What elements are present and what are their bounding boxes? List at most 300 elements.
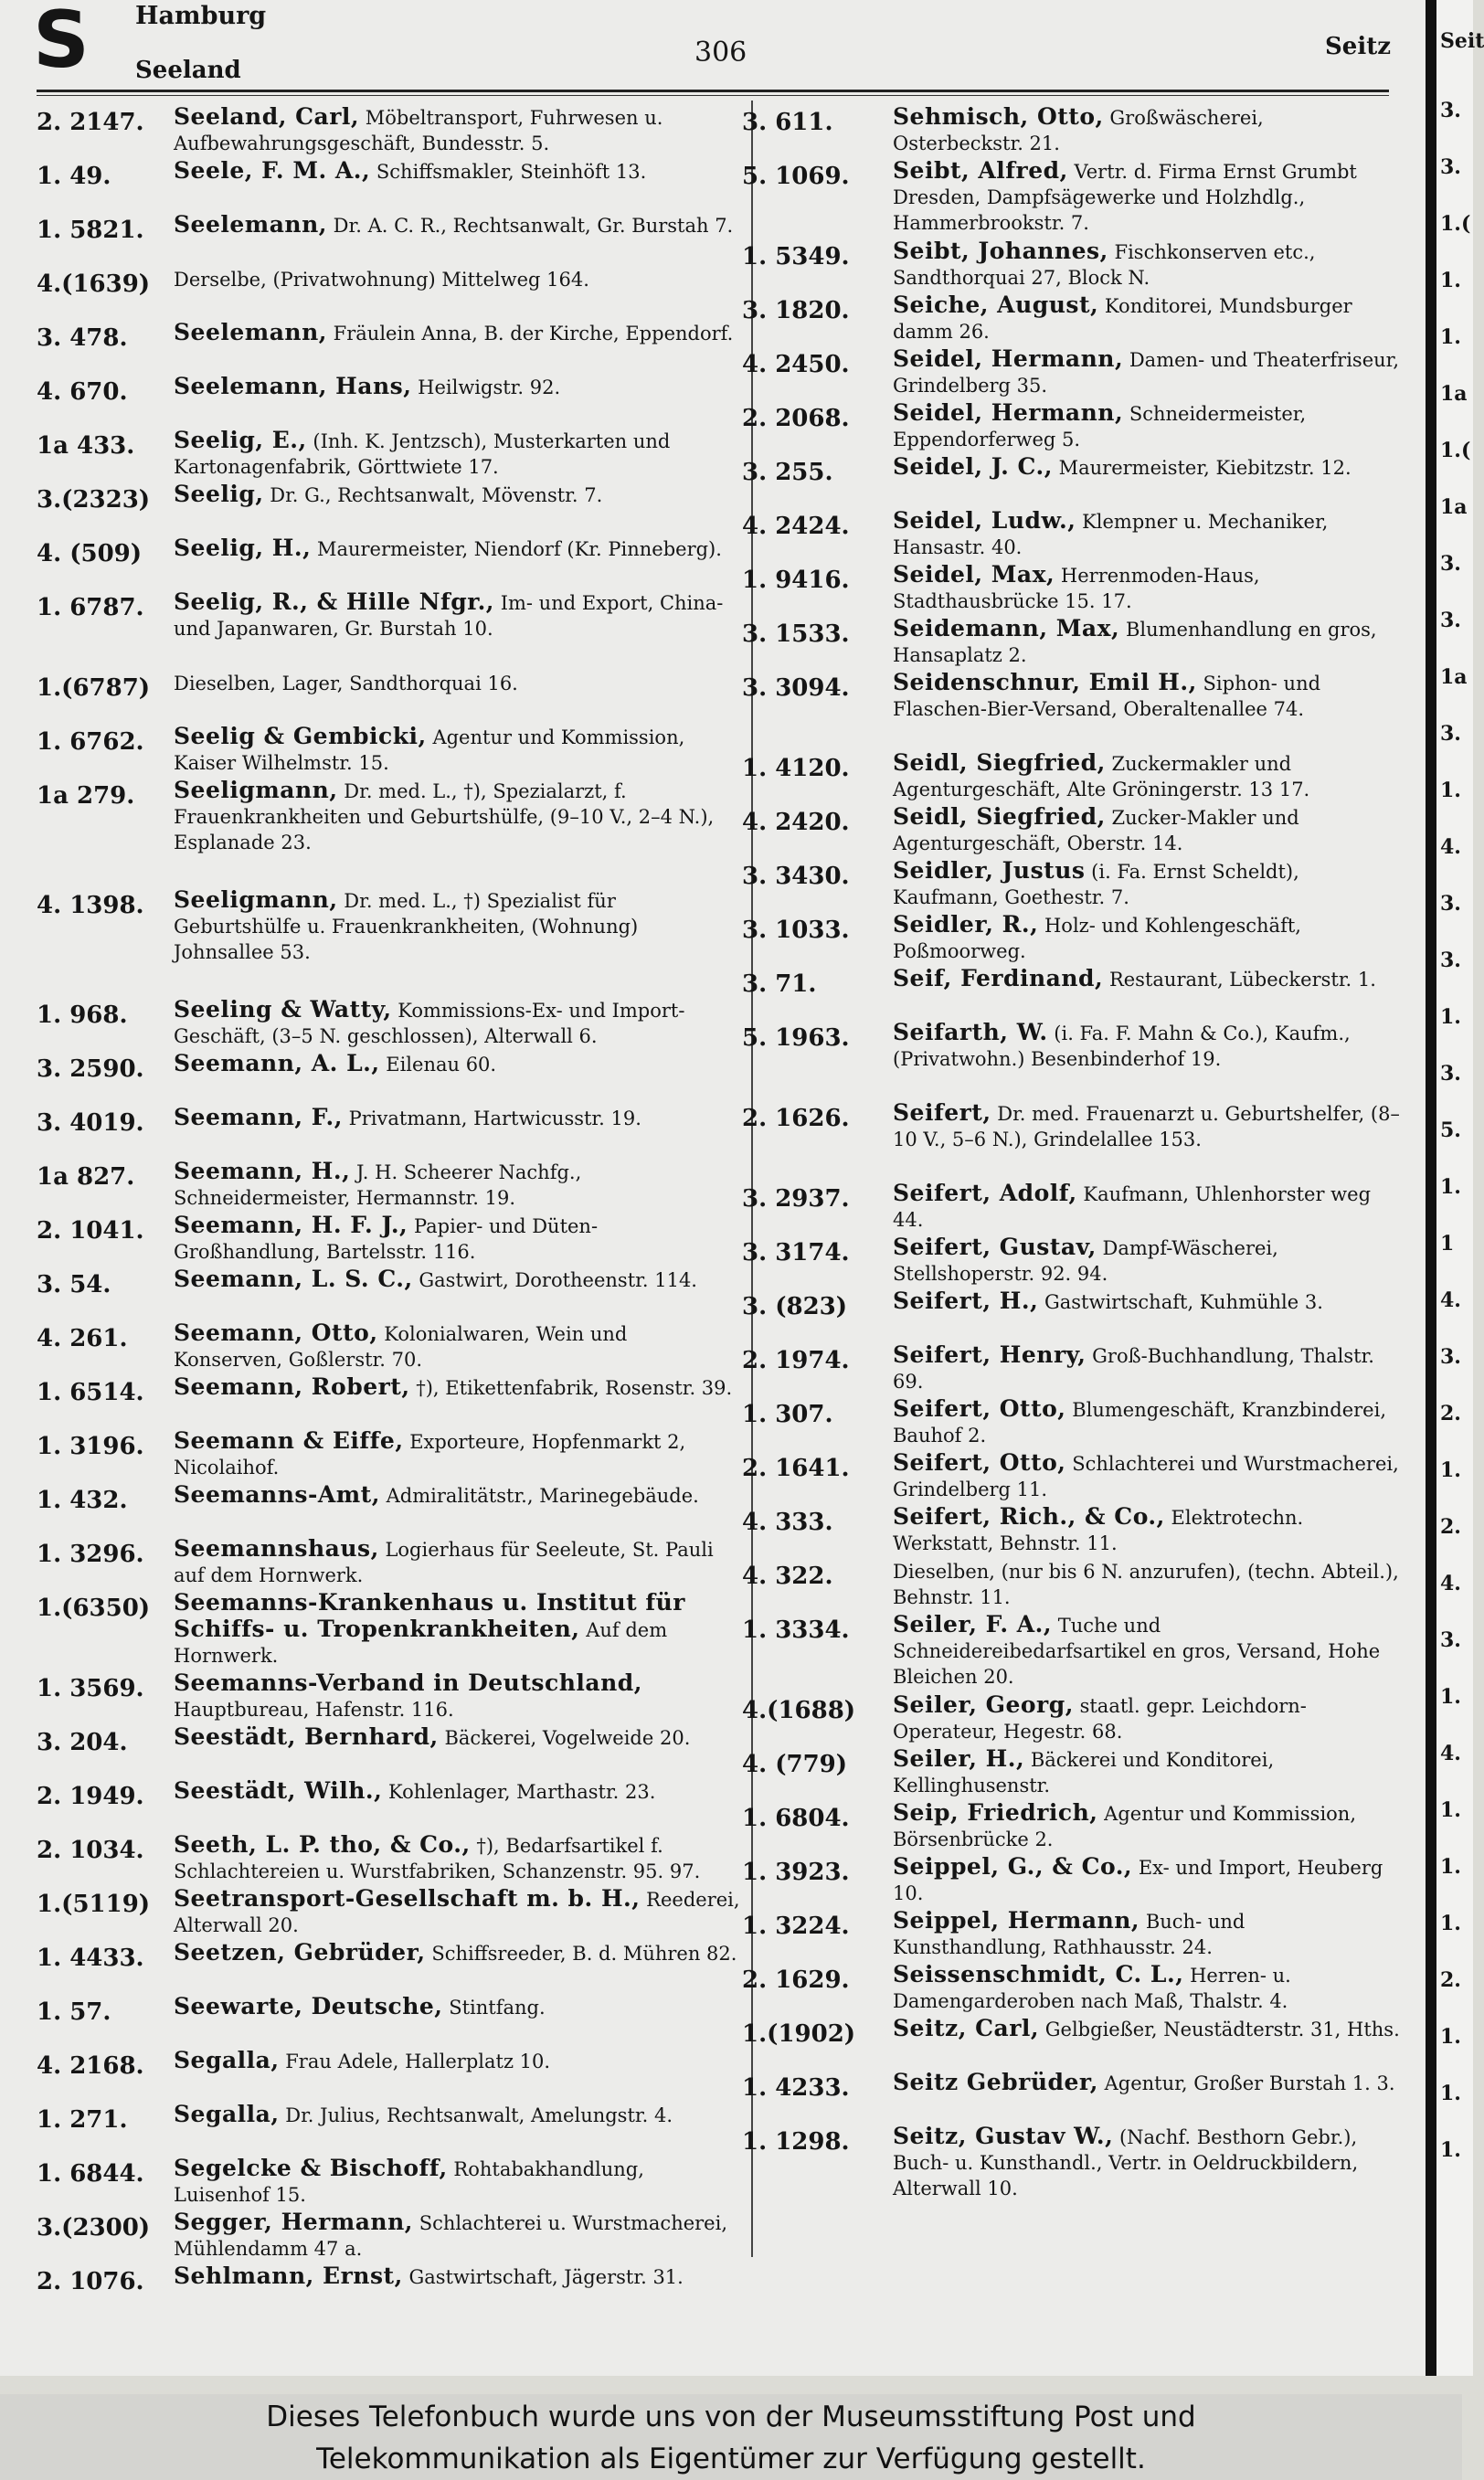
subscriber-details: Maurermeister, Kiebitzstr. 12. [1058, 457, 1352, 479]
subscriber-name: Seidler, R., [893, 911, 1039, 938]
edge-fragment: 2. [1440, 1402, 1461, 1425]
subscriber-details: Reederei, Alterwall 20. [174, 1889, 740, 1936]
directory-entry [742, 508, 1400, 562]
entry-text [174, 1428, 740, 1480]
subscriber-details: Kohlenlager, Marthastr. 23. [388, 1781, 656, 1803]
entry-text [174, 724, 740, 776]
phone-number: 1. 5821. [37, 217, 144, 244]
directory-entry [37, 1778, 740, 1832]
phone-number: 2. 1041. [37, 1217, 144, 1245]
subscriber-details: Logierhaus für Seeleute, St. Pauli auf dem Hornwerk. [174, 1539, 714, 1586]
entry-text [893, 1100, 1400, 1152]
subscriber-details: Fischkonserven etc., Sandthorquai 27, Block N. [893, 241, 1316, 289]
subscriber-name: Seelemann, [174, 211, 327, 238]
directory-entry [37, 104, 740, 158]
phone-number: 4. 2450. [742, 351, 850, 378]
subscriber-name: Seifert, Henry, [893, 1341, 1086, 1368]
directory-entry [37, 212, 740, 266]
subscriber-name: Seewarte, Deutsche, [174, 1993, 443, 2019]
phone-number: 2. 1949. [37, 1783, 144, 1810]
entry-text [893, 670, 1400, 722]
directory-entry [742, 1342, 1400, 1396]
phone-number: 1.(6350) [37, 1595, 151, 1622]
directory-entry [742, 238, 1400, 292]
subscriber-details: Maurermeister, Niendorf (Kr. Pinneberg). [316, 538, 722, 560]
entry-text [893, 562, 1400, 614]
directory-entry [742, 1612, 1400, 1692]
entry-text [893, 966, 1400, 992]
page-number: 306 [694, 37, 747, 69]
subscriber-details: (i. Fa. F. Mahn & Co.), Kaufm., (Privatwohn.) Besenbinderhof 19. [893, 1023, 1351, 1070]
directory-entry [742, 1450, 1400, 1504]
subscriber-name: Seifarth, W. [893, 1019, 1048, 1045]
directory-entry [37, 1536, 740, 1590]
subscriber-details: Bäckerei, Vogelweide 20. [444, 1727, 691, 1749]
entry-text [893, 1692, 1400, 1744]
directory-entry [37, 1940, 740, 1994]
phone-number: 4. 2168. [37, 2052, 144, 2080]
subscriber-details: Gastwirtschaft, Jägerstr. 31. [408, 2266, 684, 2288]
phone-number: 3. 3174. [742, 1239, 850, 1266]
phone-number: 1.(1902) [742, 2020, 856, 2048]
entry-text [174, 535, 740, 562]
subscriber-name: Seifert, H., [893, 1288, 1039, 1314]
edge-fragment: 1. [1440, 1912, 1461, 1935]
subscriber-name: Seemann & Eiffe, [174, 1427, 404, 1454]
entry-text [893, 158, 1400, 236]
directory-entry [742, 454, 1400, 508]
subscriber-details: Agentur und Kommission, Börsenbrücke 2. [893, 1803, 1357, 1850]
directory-entry [37, 887, 740, 997]
subscriber-name: Seibt, Johannes, [893, 238, 1108, 264]
directory-entry [37, 2156, 740, 2210]
subscriber-details: (Inh. K. Jentzsch), Musterkarten und Kartonagenfabrik, Görttwiete 17. [174, 430, 671, 478]
directory-entry [37, 1670, 740, 1724]
entry-text [174, 1105, 740, 1131]
directory-entry [37, 535, 740, 589]
edge-fragment: 4. [1440, 1288, 1461, 1312]
edge-fragment: 1. [1440, 1458, 1461, 1482]
entry-text [893, 750, 1400, 802]
subscriber-details: Dr. med. L., †) Spezialist für Geburtshülfe u. Frauenkrankheiten, (Wohnung) Johnsallee 53. [174, 890, 639, 963]
subscriber-name: Seetransport-Gesellschaft m. b. H., [174, 1885, 641, 1912]
directory-entry [37, 1832, 740, 1886]
edge-fragment: 1a [1440, 495, 1468, 519]
entry-text [174, 589, 740, 641]
subscriber-name: Seiler, Georg, [893, 1691, 1074, 1718]
subscriber-details: Schneidermeister, Eppendorferweg 5. [893, 403, 1307, 450]
phone-number: 3. 204. [37, 1729, 128, 1756]
edge-fragment: 3. [1440, 552, 1461, 576]
subscriber-details: Zucker-Makler und Agenturgeschäft, Oberstr. 14. [893, 807, 1299, 854]
phone-number: 3. 478. [37, 324, 128, 352]
phone-number: 3. 611. [742, 109, 833, 136]
directory-entry [742, 1800, 1400, 1854]
subscriber-name: Seippel, Hermann, [893, 1907, 1140, 1934]
directory-entry [742, 750, 1400, 804]
directory-entry [742, 858, 1400, 912]
edge-fragment: 1.( [1440, 439, 1471, 462]
entry-text [174, 1778, 740, 1805]
subscriber-details: Dieselben, (nur bis 6 N. anzurufen), (techn. Abteil.), Behnstr. 11. [893, 1561, 1399, 1608]
subscriber-name: Seiler, F. A., [893, 1611, 1053, 1637]
phone-number: 3. 2937. [742, 1185, 850, 1213]
phone-number: 1. 432. [37, 1487, 128, 1514]
phone-number: 1. 3224. [742, 1913, 850, 1940]
directory-entry [742, 1692, 1400, 1746]
directory-entry [37, 1105, 740, 1159]
subscriber-name: Seibt, Alfred, [893, 157, 1068, 184]
directory-entry [742, 158, 1400, 238]
right-column [742, 104, 1400, 2204]
phone-number: 3. 54. [37, 1271, 111, 1298]
directory-entry [742, 1558, 1400, 1612]
subscriber-details: Schlachterei und Wurstmacherei, Grindelberg 11. [893, 1453, 1399, 1500]
directory-entry [37, 1724, 740, 1778]
directory-entry [37, 1266, 740, 1320]
edge-fragment: 3. [1440, 722, 1461, 746]
directory-entry [742, 804, 1400, 858]
entry-text [174, 1320, 740, 1372]
subscriber-name: Seeth, L. P. tho, & Co., [174, 1831, 471, 1858]
entry-text [174, 1482, 740, 1509]
edge-fragment: 3. [1440, 1628, 1461, 1652]
subscriber-details: Schiffsmakler, Steinhöft 13. [376, 161, 647, 183]
subscriber-details: Admiralitätstr., Marinegebäude. [386, 1485, 699, 1507]
phone-number: 1. 6514. [37, 1379, 144, 1406]
phone-number: 3.(2323) [37, 486, 151, 514]
subscriber-details: Elektrotechn. Werkstatt, Behnstr. 11. [893, 1507, 1304, 1554]
edge-fragment: 5. [1440, 1118, 1461, 1142]
subscriber-name: Seifert, [893, 1099, 991, 1126]
subscriber-details: Siphon- und Flaschen-Bier-Versand, Oberaltenallee 74. [893, 673, 1321, 720]
entry-text [893, 616, 1400, 668]
left-column [37, 104, 740, 2317]
entry-text [174, 1724, 740, 1751]
phone-number: 4.(1639) [37, 270, 151, 298]
subscriber-name: Seeling & Watty, [174, 996, 392, 1023]
subscriber-name: Seissenschmidt, C. L., [893, 1961, 1184, 1987]
directory-entry [37, 266, 740, 320]
phone-number: 3. 255. [742, 459, 833, 486]
subscriber-name: Seidel, Max, [893, 561, 1055, 588]
edge-fragment: 3. [1440, 1062, 1461, 1086]
directory-entry [37, 1320, 740, 1374]
subscriber-details: Dr. Julius, Rechtsanwalt, Amelungstr. 4. [285, 2104, 673, 2126]
entry-text [893, 346, 1400, 398]
subscriber-details: Dr. G., Rechtsanwalt, Mövenstr. 7. [270, 484, 603, 506]
phone-number: 1. 57. [37, 1998, 111, 2026]
entry-text [174, 1886, 740, 1938]
phone-number: 4. 670. [37, 378, 128, 406]
subscriber-name: Seele, F. M. A., [174, 157, 371, 184]
directory-entry [742, 1235, 1400, 1288]
phone-number: 1a 827. [37, 1163, 135, 1191]
subscriber-details: Herren- u. Damengarderoben nach Maß, Thalstr. 4. [893, 1965, 1291, 2012]
header-rule [37, 90, 1389, 92]
entry-text [893, 1962, 1400, 2014]
subscriber-details: Agentur und Kommission, Kaiser Wilhelmstr. 15. [174, 726, 685, 774]
phone-number: 5. 1069. [742, 163, 850, 190]
subscriber-name: Seestädt, Bernhard, [174, 1723, 439, 1750]
entry-text [893, 1450, 1400, 1502]
subscriber-name: Seidenschnur, Emil H., [893, 669, 1197, 695]
phone-number: 3. 3094. [742, 674, 850, 702]
subscriber-name: Seemanns-Verband in Deutschland, [174, 1669, 642, 1696]
subscriber-details: Herrenmoden-Haus, Stadthausbrücke 15. 17. [893, 565, 1260, 612]
subscriber-details: Exporteure, Hopfenmarkt 2, Nicolaihof. [174, 1431, 686, 1478]
subscriber-details: J. H. Scheerer Nachfg., Schneidermeister, Hermannstr. 19. [174, 1161, 582, 1209]
directory-entry [742, 1746, 1400, 1800]
subscriber-name: Seemann, H., [174, 1158, 351, 1184]
directory-entry [742, 966, 1400, 1020]
subscriber-details: Hauptbureau, Hafenstr. 116. [174, 1699, 454, 1721]
subscriber-name: Seetzen, Gebrüder, [174, 1939, 426, 1966]
edge-fragment: 3. [1440, 1345, 1461, 1369]
subscriber-details: Restaurant, Lübeckerstr. 1. [1108, 969, 1376, 991]
entry-text [893, 1396, 1400, 1448]
entry-text [174, 2156, 740, 2208]
phone-number: 1. 3196. [37, 1433, 144, 1460]
phone-number: 1. 49. [37, 163, 111, 190]
phone-number: 4. 2424. [742, 513, 850, 540]
phone-number: 2. 2147. [37, 109, 144, 136]
subscriber-details: Tuche und Schneidereibedarfsartikel en gros, Versand, Hohe Bleichen 20. [893, 1615, 1381, 1688]
entry-text [174, 778, 740, 855]
phone-number: 2. 1626. [742, 1105, 850, 1132]
subscriber-name: Seippel, G., & Co., [893, 1853, 1133, 1880]
edge-fragment: 1a [1440, 665, 1468, 689]
directory-entry [742, 1288, 1400, 1342]
subscriber-details: Eilenau 60. [386, 1054, 497, 1076]
subscriber-name: Seeland, Carl, [174, 103, 360, 130]
edge-fragment: 1. [1440, 1005, 1461, 1029]
directory-entry [742, 1504, 1400, 1558]
entry-text [893, 1504, 1400, 1556]
phone-number: 1. 6844. [37, 2160, 144, 2188]
directory-entry [37, 1994, 740, 2048]
directory-entry [742, 346, 1400, 400]
directory-entry [37, 2210, 740, 2263]
subscriber-name: Seidemann, Max, [893, 615, 1120, 641]
subscriber-details: Gastwirtschaft, Kuhmühle 3. [1044, 1291, 1323, 1313]
edge-fragment: 3. [1440, 155, 1461, 179]
directory-entry [37, 1482, 740, 1536]
subscriber-name: Seemannshaus, [174, 1535, 379, 1562]
entry-text [174, 1994, 740, 2020]
subscriber-details: Großwäscherei, Osterbeckstr. 21. [893, 107, 1264, 154]
subscriber-details: Dr. med. L., †), Spezialarzt, f. Frauenkrankheiten und Geburtshülfe, (9–10 V., 2–4 N.), Esplanade 23. [174, 780, 715, 853]
subscriber-details: Rohtabakhandlung, Luisenhof 15. [174, 2158, 644, 2206]
subscriber-name: Seemann, L. S. C., [174, 1266, 413, 1292]
entry-text [893, 2016, 1400, 2042]
entry-text [174, 482, 740, 508]
phone-number: 2. 1076. [37, 2268, 144, 2295]
subscriber-details: (Nachf. Besthorn Gebr.), Buch- u. Kunsthandl., Vertr. in Oeldruckbildern, Alterwall 10. [893, 2126, 1359, 2199]
entry-text [893, 454, 1400, 481]
subscriber-details: Fräulein Anna, B. der Kirche, Eppendorf. [333, 323, 734, 344]
directory-entry [37, 2263, 740, 2317]
subscriber-name: Seelig, E., [174, 427, 307, 453]
directory-entry [742, 1100, 1400, 1181]
edge-fragment: 2. [1440, 1968, 1461, 1992]
subscriber-details: staatl. gepr. Leichdorn-Operateur, Hegestr. 68. [893, 1695, 1307, 1743]
phone-number: 1. 5349. [742, 243, 850, 270]
entry-text [174, 1940, 740, 1966]
subscriber-details: Agentur, Großer Burstah 1. 3. [1104, 2072, 1395, 2094]
entry-text [174, 1670, 740, 1722]
phone-number: 3. (823) [742, 1293, 848, 1320]
edge-fragment: 3. [1440, 99, 1461, 122]
subscriber-details: Klempner u. Mechaniker, Hansastr. 40. [893, 511, 1329, 558]
directory-entry [37, 482, 740, 535]
section-letter: S [33, 0, 90, 86]
entry-text [893, 508, 1400, 560]
edge-fragment: 1.( [1440, 212, 1471, 236]
subscriber-name: Seelemann, [174, 319, 327, 345]
phone-number: 2. 2068. [742, 405, 850, 432]
phone-number: 1. 271. [37, 2106, 128, 2134]
subscriber-name: Seifert, Adolf, [893, 1180, 1077, 1206]
subscriber-details: Privatmann, Hartwicusstr. 19. [348, 1108, 641, 1129]
entry-text [893, 2124, 1400, 2201]
edge-fragment: 1. [1440, 269, 1461, 292]
entry-text [174, 1266, 740, 1293]
subscriber-details: Dampf-Wäscherei, Stellshoperstr. 92. 94. [893, 1237, 1278, 1285]
subscriber-details: Möbeltransport, Fuhrwesen u. Aufbewahrungsgeschäft, Bundesstr. 5. [174, 107, 663, 154]
entry-text [174, 1051, 740, 1077]
entry-text [893, 1181, 1400, 1233]
subscriber-details: Dieselben, Lager, Sandthorquai 16. [174, 673, 518, 694]
first-keyword: Seeland [135, 57, 241, 84]
directory-entry [742, 400, 1400, 454]
subscriber-name: Seitz Gebrüder, [893, 2069, 1098, 2095]
page-header [0, 0, 1426, 91]
subscriber-name: Segalla, [174, 2047, 280, 2073]
subscriber-details: Blumenhandlung en gros, Hansaplatz 2. [893, 619, 1377, 666]
subscriber-name: Seelemann, Hans, [174, 373, 412, 399]
entry-text [174, 104, 740, 156]
subscriber-details: Holz- und Kohlengeschäft, Poßmoorweg. [893, 915, 1301, 962]
directory-entry [37, 1886, 740, 1940]
subscriber-name: Seeligmann, [174, 777, 338, 803]
directory-entry [37, 2048, 740, 2102]
entry-text [174, 887, 740, 965]
entry-text [174, 997, 740, 1049]
entry-text [893, 1746, 1400, 1798]
directory-entry [742, 1908, 1400, 1962]
entry-text [893, 292, 1400, 344]
header-rule-thin [37, 95, 1389, 96]
directory-entry [742, 670, 1400, 750]
subscriber-details: (i. Fa. Ernst Scheldt), Kaufmann, Goethestr. 7. [893, 861, 1299, 908]
entry-text [174, 1832, 740, 1884]
subscriber-details: Blumengeschäft, Kranzbinderei, Bauhof 2. [893, 1399, 1386, 1447]
phone-number: 1. 3334. [742, 1616, 850, 1644]
entry-text [893, 1612, 1400, 1690]
directory-entry [37, 589, 740, 670]
subscriber-details: Vertr. d. Firma Ernst Grumbt Dresden, Dampfsägewerke und Holzhdlg., Hammerbrookstr. 7. [893, 161, 1357, 234]
phone-number: 4. 333. [742, 1509, 833, 1536]
subscriber-name: Seestädt, Wilh., [174, 1777, 383, 1804]
directory-entry [37, 374, 740, 428]
subscriber-name: Seitz, Carl, [893, 2015, 1040, 2041]
directory-entry [742, 2016, 1400, 2070]
edge-fragment: 1. [1440, 325, 1461, 349]
subscriber-name: Seidel, Hermann, [893, 399, 1124, 426]
entry-text [174, 2210, 740, 2262]
footer-line-1: Dieses Telefonbuch wurde uns von der Museumsstiftung Post und [266, 2401, 1196, 2433]
subscriber-details: Buch- und Kunsthandlung, Rathhausstr. 24. [893, 1911, 1246, 1958]
footer-line-2: Telekommunikation als Eigentümer zur Verfügung gestellt. [316, 2443, 1146, 2475]
subscriber-name: Seemanns-Amt, [174, 1481, 380, 1508]
subscriber-details: Kolonialwaren, Wein und Konserven, Goßlerstr. 70. [174, 1323, 628, 1371]
directory-entry [37, 670, 740, 724]
phone-number: 3. 1033. [742, 917, 850, 944]
entry-text [174, 1374, 740, 1401]
phone-number: 1. 4433. [37, 1945, 144, 1972]
subscriber-details: Groß-Buchhandlung, Thalstr. 69. [893, 1345, 1374, 1393]
subscriber-name: Seelig, H., [174, 535, 312, 561]
phone-number: 4. 1398. [37, 892, 144, 919]
phone-number: 1. 3923. [742, 1859, 850, 1886]
directory-entry [37, 320, 740, 374]
subscriber-name: Seemanns-Krankenhaus u. Institut für Schiffs- u. Tropenkrankheiten, [174, 1589, 685, 1642]
subscriber-details: Gastwirt, Dorotheenstr. 114. [419, 1269, 697, 1291]
phone-number: 1. 9416. [742, 567, 850, 594]
subscriber-details: Im- und Export, China- und Japanwaren, Gr. Burstah 10. [174, 592, 724, 640]
next-page-edge [1426, 0, 1484, 2376]
subscriber-name: Seiler, H., [893, 1745, 1025, 1772]
subscriber-name: Seemann, H. F. J., [174, 1212, 408, 1238]
directory-entry [37, 158, 740, 212]
subscriber-details: Schlachterei u. Wurstmacherei, Mühlendamm 47 a. [174, 2212, 727, 2260]
subscriber-name: Seifert, Otto, [893, 1449, 1066, 1476]
subscriber-name: Seidel, Hermann, [893, 345, 1124, 372]
entry-text [174, 428, 740, 480]
entry-text [174, 1159, 740, 1211]
entry-text [893, 804, 1400, 856]
directory-entry [37, 1428, 740, 1482]
directory-entry [37, 428, 740, 482]
subscriber-name: Seitz, Gustav W., [893, 2123, 1114, 2149]
subscriber-details: Gelbgießer, Neustädterstr. 31, Hths. [1044, 2019, 1400, 2040]
edge-fragment: Seit [1440, 29, 1484, 53]
entry-text [893, 238, 1400, 291]
directory-entry [742, 562, 1400, 616]
edge-fragment: 3. [1440, 609, 1461, 632]
entry-text [174, 2048, 740, 2074]
edge-fragment: 1a [1440, 382, 1468, 406]
phone-number: 4. 261. [37, 1325, 128, 1352]
phone-number: 3. 1533. [742, 620, 850, 648]
edge-fragment: 1. [1440, 2082, 1461, 2105]
subscriber-details: †), Bedarfsartikel f. Schlachtereien u. Wurstfabriken, Schanzenstr. 95. 97. [174, 1835, 701, 1882]
subscriber-details: Kommissions-Ex- und Import-Geschäft, (3–5 N. geschlossen), Alterwall 6. [174, 1000, 685, 1047]
phone-number: 4. (509) [37, 540, 143, 567]
directory-entry [37, 1213, 740, 1266]
subscriber-name: Seidler, Justus [893, 857, 1086, 884]
phone-number: 3. 3430. [742, 863, 850, 890]
edge-fragment: 1. [1440, 1798, 1461, 1822]
subscriber-name: Sehmisch, Otto, [893, 103, 1104, 130]
subscriber-details: Heilwigstr. 92. [418, 376, 561, 398]
directory-entry [37, 724, 740, 778]
entry-text [893, 912, 1400, 964]
phone-number: 4.(1688) [742, 1697, 856, 1724]
directory-entry [37, 997, 740, 1051]
phone-number: 1. 3569. [37, 1675, 144, 1702]
